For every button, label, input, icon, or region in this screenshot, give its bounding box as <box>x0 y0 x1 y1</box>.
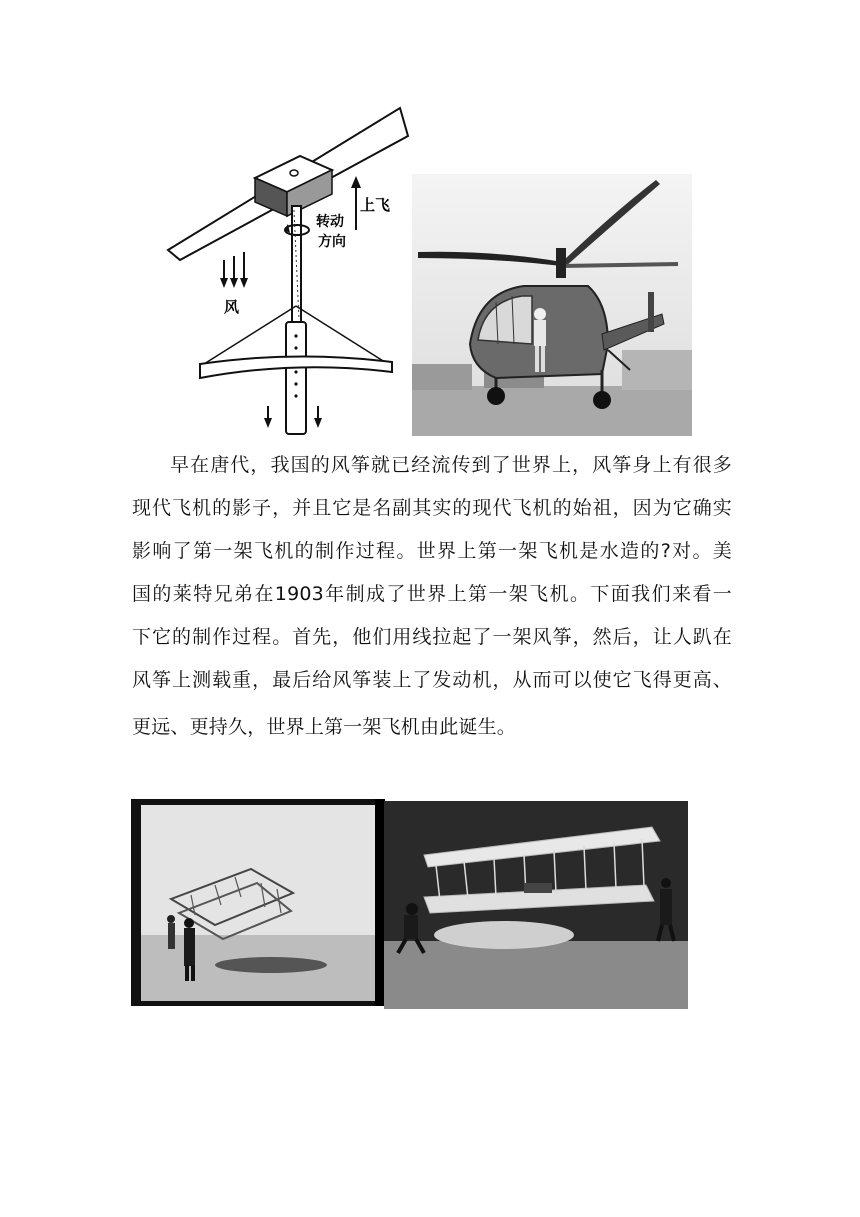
paragraph-line: 更远、更持久，世界上第一架飞机由此诞生。 <box>132 716 517 738</box>
paragraph-line: 现代飞机的影子，并且它是名副其实的现代飞机的始祖，因为它确实 <box>132 497 732 519</box>
paragraph-line: 影响了第一架飞机的制作过程。世界上第一架飞机是水造的?对。美 <box>132 540 732 562</box>
paragraph-line: 国的莱特兄弟在1903年制成了世界上第一架飞机。下面我们来看一 <box>132 583 732 605</box>
paragraph-line: 风筝上测载重，最后给风筝装上了发动机，从而可以使它飞得更高、 <box>132 669 732 691</box>
body-paragraph <box>132 444 732 749</box>
label-rotation-line2: 方向 <box>318 234 346 250</box>
paragraph-line: 早在唐代，我国的风筝就已经流传到了世界上，风筝身上有很多 <box>170 454 732 476</box>
glider-photo-right <box>384 801 688 1009</box>
label-rotation-line1: 转动 <box>316 214 344 230</box>
glider-photo-left <box>131 799 385 1006</box>
label-wind: 风 <box>224 298 240 316</box>
label-up: 上飞 <box>360 196 391 214</box>
helicopter-photo <box>412 174 692 436</box>
rotor-diagram <box>160 100 412 440</box>
paragraph-line: 下它的制作过程。首先，他们用线拉起了一架风筝，然后，让人趴在 <box>132 626 732 648</box>
